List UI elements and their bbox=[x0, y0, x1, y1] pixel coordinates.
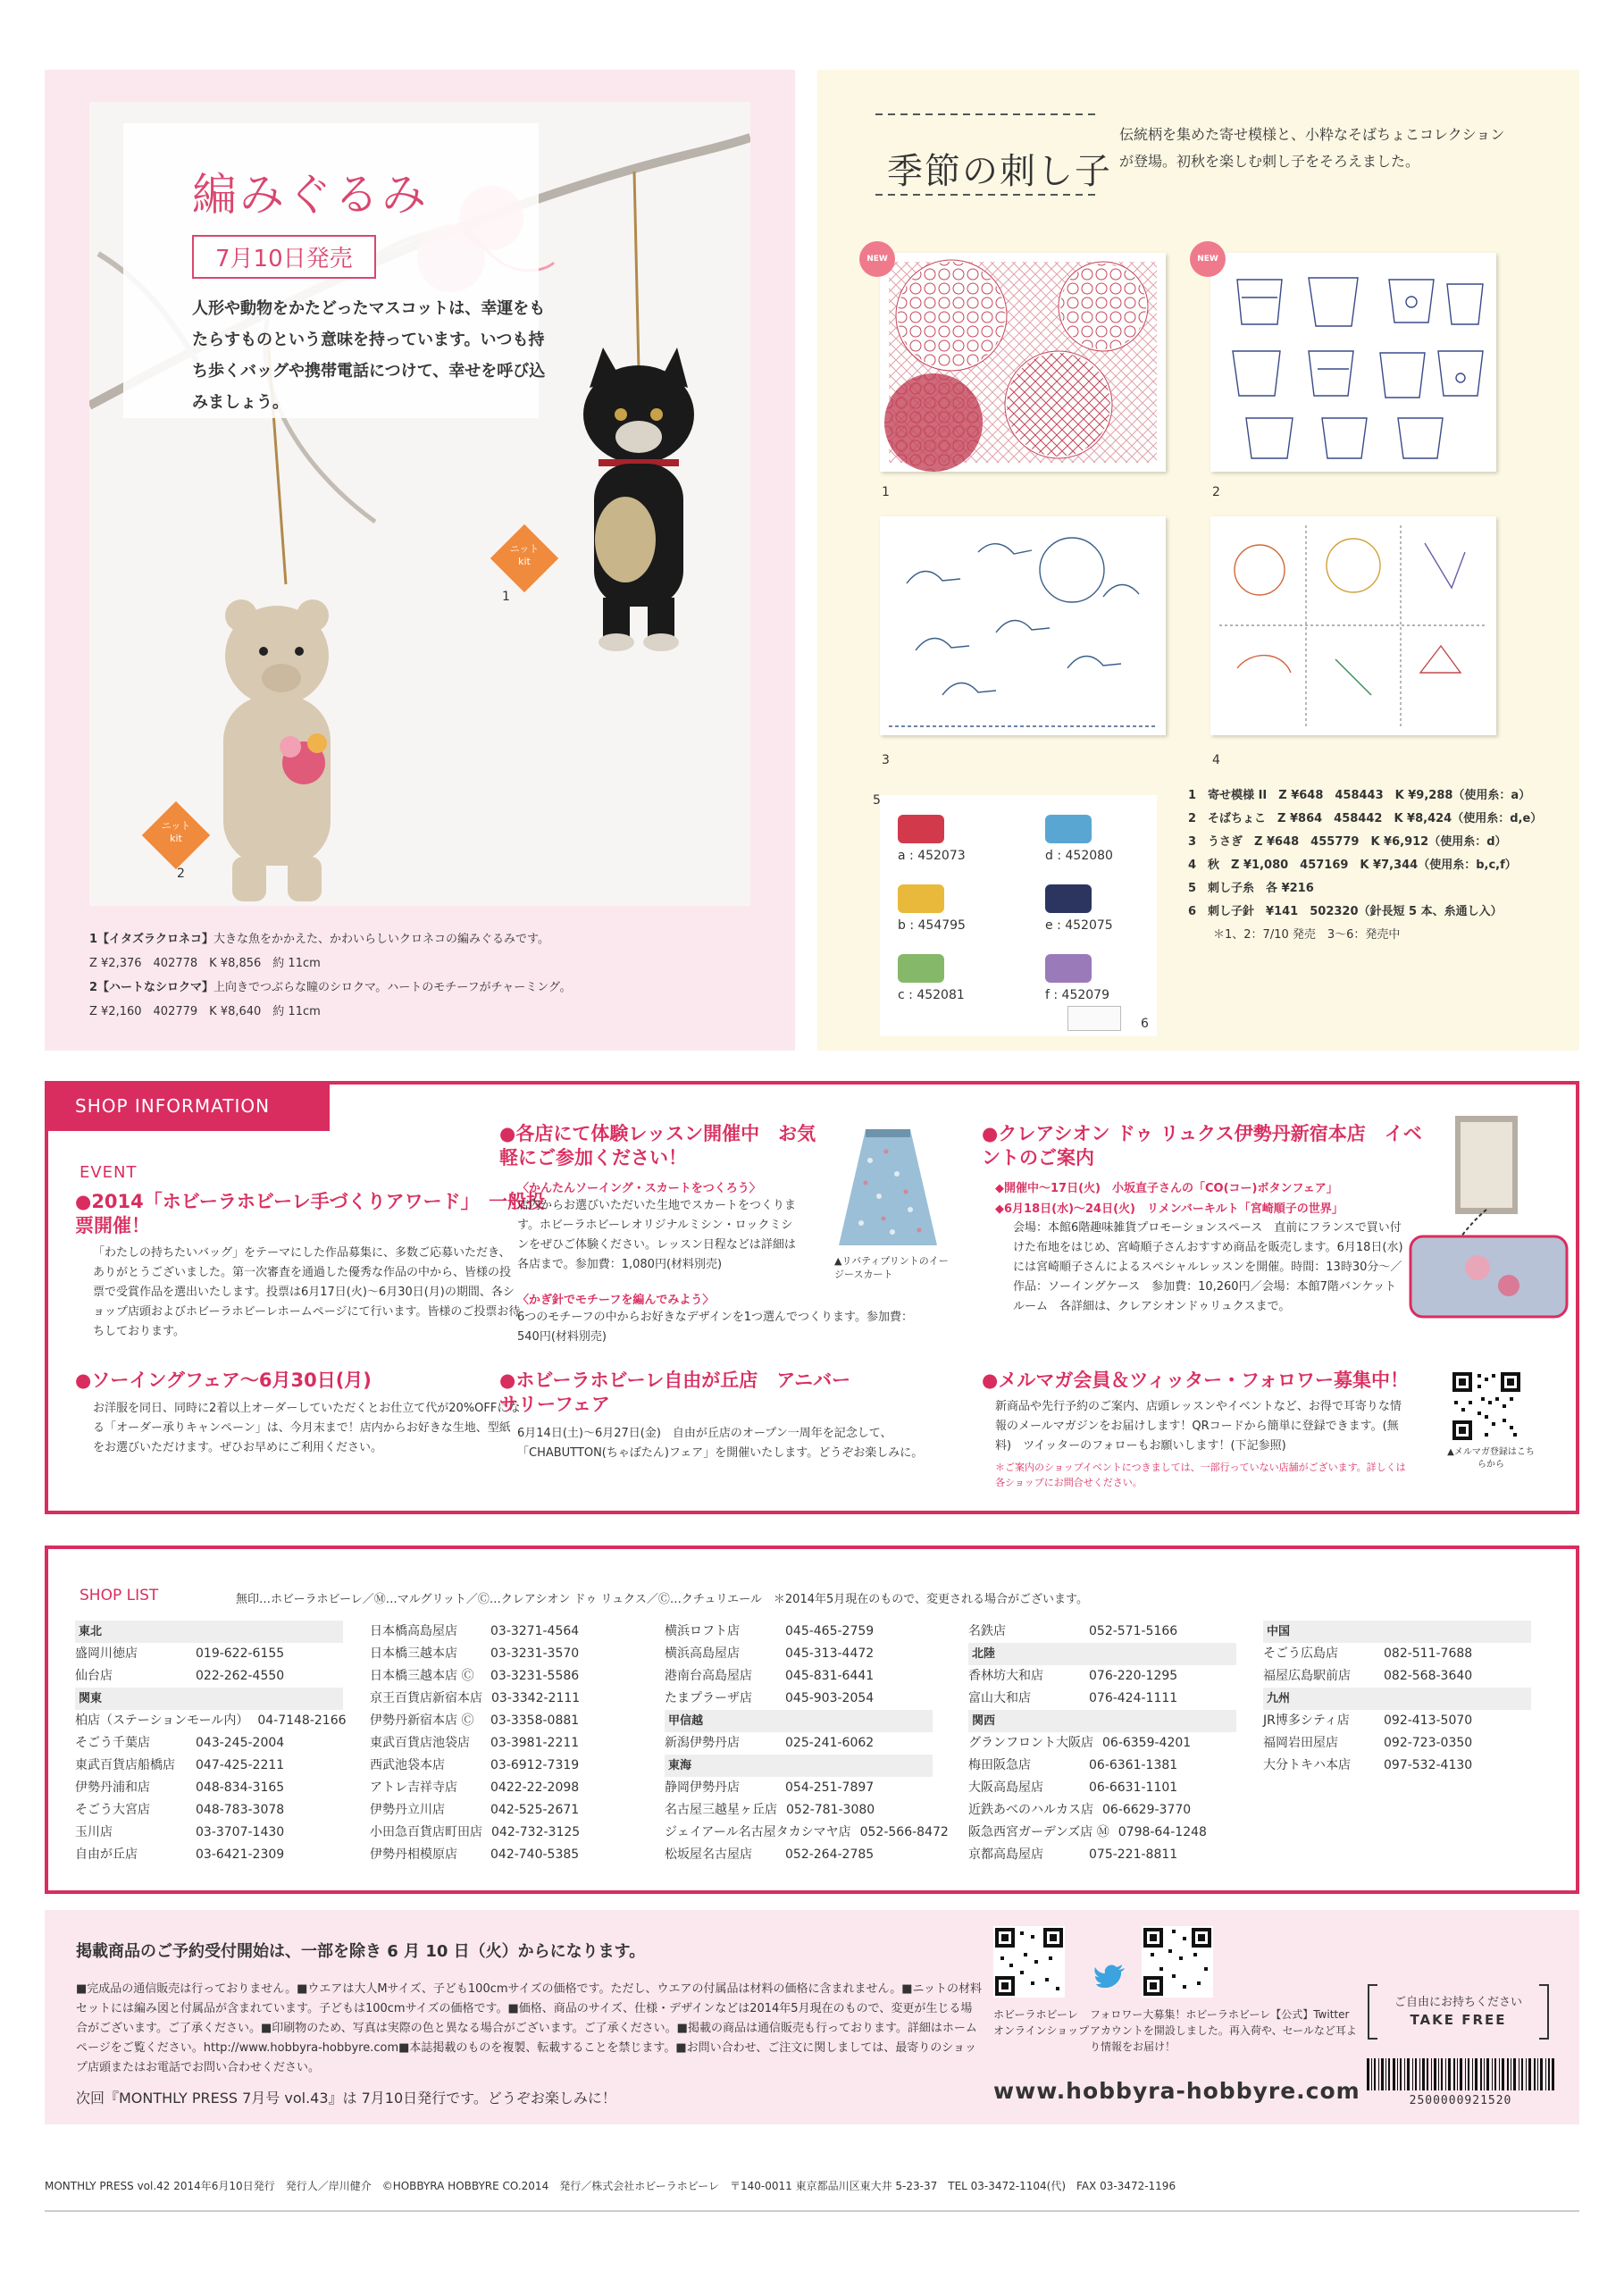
shop-name: 大分トキハ本店 bbox=[1263, 1758, 1351, 1772]
sashiko-fabric-4 bbox=[1210, 516, 1496, 735]
shop-row bbox=[968, 1822, 1236, 1844]
online-shop-qr-code[interactable] bbox=[993, 1926, 1065, 1998]
shop-information-tab: SHOP INFORMATION bbox=[48, 1085, 330, 1131]
liberty-skirt-image bbox=[834, 1125, 942, 1250]
shop-region-header: 東海 bbox=[665, 1755, 933, 1777]
thread-skeins bbox=[873, 793, 1157, 1036]
website-url[interactable]: www.hobbyra-hobbyre.com bbox=[993, 2078, 1360, 2104]
shop-phone: 022-262-4550 bbox=[196, 1669, 285, 1683]
shop-phone: 06-6629-3770 bbox=[1102, 1803, 1192, 1817]
footer-divider bbox=[45, 2210, 1579, 2212]
amigurumi-lead: 人形や動物をかたどったマスコットは、幸運をもたらすものという意味を持っています。いつも持ち歩くバッグや携帯電話につけて、幸せを呼び込みましょう。 bbox=[192, 299, 546, 412]
kit-badge-2-text bbox=[152, 820, 200, 845]
shop-name: ジェイアール名古屋タカシマヤ店 bbox=[665, 1825, 851, 1839]
shop-name: 福屋広島駅前店 bbox=[1263, 1669, 1351, 1683]
shop-row bbox=[968, 1665, 1236, 1688]
new-badge-1: NEW bbox=[859, 241, 895, 277]
shop-phone: 045-903-2054 bbox=[785, 1691, 875, 1705]
shop-phone: 03-6421-2309 bbox=[196, 1847, 285, 1862]
notice-panel bbox=[45, 1910, 1579, 2124]
mailmag-note: ＊ご案内のショップイベントにつきましては、一部行っていない店舗がございます。詳しくは各ショップにお問合せください。 bbox=[995, 1462, 1406, 1488]
lesson-subheading-crochet: 〈かぎ針でモチーフを編んでみよう〉 bbox=[517, 1294, 715, 1307]
shop-row bbox=[665, 1822, 949, 1844]
isetan-body: 会場：本館6階趣味雑貨プロモーションスペース 直前にフランスで買い付けた布地をはじめ、宮崎順子さんおすすめ商品を販売します。6月18日(水)には宮崎順子さんによるスペシャルレッスンを開催。時間：13時30分～／作品：ソーイングケース 参加費：10,260円／会場：本館7階バンケットルーム 各詳細は、クレアシオンドゥリュクスまで。 bbox=[1013, 1221, 1403, 1313]
shop-phone: 097-532-4130 bbox=[1384, 1758, 1473, 1772]
kit-badge-label: ニット bbox=[509, 543, 540, 555]
shop-name: アトレ吉祥寺店 bbox=[370, 1780, 457, 1795]
shop-name: 日本橋三越本店 Ⓒ bbox=[370, 1669, 474, 1683]
polar-bear-mascot bbox=[223, 599, 331, 901]
kit-badge-1-text bbox=[500, 543, 548, 568]
shop-row bbox=[370, 1710, 638, 1732]
kit-badge-label: ニット bbox=[161, 820, 191, 832]
shop-phone: 052-781-3080 bbox=[786, 1803, 875, 1817]
shop-row bbox=[665, 1643, 933, 1665]
shop-phone: 019-622-6155 bbox=[196, 1646, 285, 1661]
thread-skein-b bbox=[898, 884, 944, 913]
jiyugaoka-body: 6月14日(土)～6月27日(金) 自由が丘店のオープン一周年を記念して、「CHABUTTON(ちゃぼたん)フェア」を開催いたします。どうぞお楽しみに。 bbox=[517, 1427, 924, 1460]
shop-row bbox=[1263, 1665, 1531, 1688]
new-badge-2: NEW bbox=[1190, 241, 1226, 277]
mailmag-body: 新商品や先行予約のご案内、店頭レッスンやイベントなど、お得で耳寄りな情報のメールマガジンをお届けします！QRコードから簡単に登録できます。(無料) ツイッターのフォローもお願いします！(下記参照) bbox=[995, 1400, 1402, 1453]
shop-phone: 03-6912-7319 bbox=[490, 1758, 580, 1772]
shop-phone: 042-732-3125 bbox=[491, 1825, 581, 1839]
isetan-subheading-1: ◆開催中～17日(火) 小坂直子さんの「CO(コー)ボタンフェア」 bbox=[995, 1182, 1338, 1195]
shop-name: 仙台店 bbox=[75, 1669, 113, 1683]
shop-row bbox=[968, 1799, 1236, 1822]
shop-region-header: 甲信越 bbox=[665, 1710, 933, 1732]
shop-row bbox=[968, 1755, 1236, 1777]
shop-row bbox=[370, 1777, 638, 1799]
caption-1-title: 1【イタズラクロネコ】 bbox=[89, 933, 214, 946]
shop-phone: 092-413-5070 bbox=[1384, 1713, 1473, 1728]
barcode bbox=[1367, 2058, 1554, 2090]
shop-row bbox=[75, 1710, 347, 1732]
fabric-number-1: 1 bbox=[882, 485, 890, 499]
product-3: 3 うさぎ Z ¥648 455779 K ¥6,912（使用糸：d） bbox=[1188, 835, 1507, 849]
sashiko-fabric-2 bbox=[1210, 253, 1496, 472]
product-6: 6 刺し子針 ¥141 502320（針長短 5 本、糸通し入） bbox=[1188, 905, 1503, 918]
caption-2-desc: 上向きでつぶらな瞳のシロクマ。ハートのモチーフがチャーミング。 bbox=[213, 981, 572, 994]
shop-region-header: 北陸 bbox=[968, 1643, 1236, 1665]
take-free-caption: ご自由にお持ちください bbox=[1394, 1996, 1522, 2009]
shop-phone: 045-831-6441 bbox=[785, 1669, 875, 1683]
shop-name: 伊勢丹浦和店 bbox=[75, 1780, 150, 1795]
shop-phone: 052-566-8472 bbox=[859, 1825, 949, 1839]
shop-row bbox=[370, 1688, 638, 1710]
shop-phone: 03-3358-0881 bbox=[490, 1713, 580, 1728]
shop-name: 盛岡川徳店 bbox=[75, 1646, 138, 1661]
shop-row bbox=[665, 1621, 933, 1643]
product-1: 1 寄せ模様 II Z ¥648 458443 K ¥9,288（使用糸：a） bbox=[1188, 789, 1531, 802]
product-2: 2 そばちょこ Z ¥864 458442 K ¥8,424（使用糸：d,e） bbox=[1188, 812, 1543, 825]
photo-number-2: 2 bbox=[177, 867, 185, 881]
event-label: EVENT bbox=[80, 1163, 138, 1182]
thread-skein-d bbox=[1045, 815, 1092, 843]
shop-name: 松坂屋名古屋店 bbox=[665, 1847, 752, 1862]
shop-region-header: 関西 bbox=[968, 1710, 1236, 1732]
kit-badge-sublabel: kit bbox=[518, 556, 531, 567]
sashiko-panel bbox=[817, 70, 1579, 1051]
shop-region-header: 九州 bbox=[1263, 1688, 1531, 1710]
shop-name: 東武百貨店船橋店 bbox=[75, 1758, 175, 1772]
shop-row bbox=[370, 1643, 638, 1665]
shop-information bbox=[45, 1081, 1579, 1514]
shop-row bbox=[370, 1799, 638, 1822]
caption-2-price: Z ¥2,160 402779 K ¥8,640 約 11cm bbox=[89, 1005, 321, 1018]
sashiko-product-list bbox=[1188, 784, 1572, 947]
shop-name: 西武池袋本店 bbox=[370, 1758, 445, 1772]
shop-name: 近鉄あべのハルカス店 bbox=[968, 1803, 1093, 1817]
shop-region-header: 関東 bbox=[75, 1688, 343, 1710]
skein-label-a: a : 452073 bbox=[898, 849, 966, 863]
shop-name: 自由が丘店 bbox=[75, 1847, 138, 1862]
shop-name: 玉川店 bbox=[75, 1825, 113, 1839]
isetan-heading: ●クレアシオン ドゥ リュクス伊勢丹新宿本店 イベントのご案内 bbox=[982, 1123, 1422, 1169]
shop-row bbox=[370, 1621, 638, 1643]
shop-name: 港南台高島屋店 bbox=[665, 1669, 752, 1683]
next-issue-notice: 次回『MONTHLY PRESS 7月号 vol.43』は 7月10日発行です。どうぞお楽しみに！ bbox=[76, 2090, 616, 2107]
skein-label-c: c : 452081 bbox=[898, 988, 965, 1002]
shop-column-4 bbox=[968, 1621, 1236, 1866]
shop-name: 柏店（ステーションモール内） bbox=[75, 1713, 249, 1728]
lesson-subheading-skirt: 〈かんたんソーイング・スカートをつくろう〉 bbox=[517, 1182, 761, 1195]
shop-row bbox=[75, 1665, 343, 1688]
colophon: MONTHLY PRESS vol.42 2014年6月10日発行 発行人／岸川健介 ©HOBBYRA HOBBYRE CO.2014 発行／株式会社ホビーラホビーレ 〒140-0011 東京都品川区東大井 5-23-37 TEL 03-3472-1104(代) FAX 03-3472-1196 bbox=[45, 2180, 1176, 2192]
shop-row bbox=[665, 1844, 933, 1866]
skein-label-b: b : 454795 bbox=[898, 918, 966, 933]
shop-row bbox=[75, 1755, 343, 1777]
shop-list-title: SHOP LIST bbox=[80, 1587, 159, 1604]
shop-name: 京王百貨店新宿本店 bbox=[370, 1691, 482, 1705]
shop-name: 横浜ロフト店 bbox=[665, 1624, 740, 1638]
thread-skein-f bbox=[1045, 954, 1092, 983]
lesson-heading: ●各店にて体験レッスン開催中 お気軽にご参加ください！ bbox=[499, 1123, 816, 1169]
award-body: 「わたしの持ちたいバッグ」をテーマにした作品募集に、多数ご応募いただき、ありがとうございました。第一次審査を通過した優秀な作品の中から、皆様の投票で受賞作品を選出いたします。投票は6月17日(火)～6月30日(月)の期間、各ショップ店頭およびホビーラホビーレホームページにて行います。皆様のご投票お待ちしております。 bbox=[93, 1246, 521, 1338]
shop-name: 日本橋高島屋店 bbox=[370, 1624, 457, 1638]
shop-name: グランフロント大阪店 bbox=[968, 1736, 1093, 1750]
shop-name: 新潟伊勢丹店 bbox=[665, 1736, 740, 1750]
shop-phone: 076-220-1295 bbox=[1089, 1669, 1178, 1683]
shop-name: JR博多シティ店 bbox=[1263, 1713, 1350, 1728]
shop-column-1 bbox=[75, 1621, 347, 1866]
shop-list bbox=[45, 1546, 1579, 1894]
notice-body: ■完成品の通信販売は行っておりません。■ウエアは大人Mサイズ、子ども100cmサイズの価格です。ただし、ウエアの付属品は材料の価格に含まれません。■ニットの材料セットには編み図と付属品が含まれています。子どもは100cmサイズの価格です。■価格、商品のサイズ、仕様・デザインなどは2014年5月現在のもので、変更が生じる場合がございます。ご了承ください。■印刷物のため、写真は実際の色と異なる場合がございます。ご了承ください。■掲載の商品は通信販売も行っております。詳細はホームページをご覧ください。http://www.hobbyra-hobbyre.com■本誌掲載のものを複製、転載することを禁じます。■お問い合わせ、ご注文に関しましては、最寄りのショップ店頭またはお電話でお問い合わせください。 bbox=[76, 1982, 982, 2074]
shop-row bbox=[1263, 1710, 1531, 1732]
lesson-body-skirt: 店内からお選びいただいた生地でスカートをつくります。ホビーラホビーレオリジナルミシン・ロックミシンをぜひご体験ください。レッスン日程などは詳細は各店まで。参加費：1,080円(材料別売) bbox=[517, 1199, 797, 1271]
twitter-bird-icon[interactable] bbox=[1094, 1964, 1126, 1990]
shop-phone: 082-511-7688 bbox=[1384, 1646, 1473, 1661]
black-cat-mascot bbox=[583, 348, 694, 651]
shop-phone: 045-313-4472 bbox=[785, 1646, 875, 1661]
shop-phone: 03-3707-1430 bbox=[196, 1825, 285, 1839]
shop-name: 日本橋三越本店 bbox=[370, 1646, 457, 1661]
sewing-case-image bbox=[1402, 1111, 1571, 1335]
shop-phone: 03-3342-2111 bbox=[491, 1691, 581, 1705]
shop-name: 名古屋三越星ヶ丘店 bbox=[665, 1803, 777, 1817]
take-free-label: TAKE FREE bbox=[1410, 2012, 1507, 2028]
skirt-caption: ▲リバティプリントのイージースカート bbox=[834, 1255, 949, 1280]
product-4: 4 秋 Z ¥1,080 457169 K ¥7,344（使用糸：b,c,f） bbox=[1188, 859, 1517, 872]
caption-1-desc: 大きな魚をかかえた、かわいらしいクロネコの編みぐるみです。 bbox=[213, 933, 550, 946]
shop-row bbox=[370, 1665, 638, 1688]
shop-row bbox=[1263, 1732, 1531, 1755]
shop-row bbox=[665, 1688, 933, 1710]
shop-phone: 052-571-5166 bbox=[1089, 1624, 1178, 1638]
shop-name: 京都高島屋店 bbox=[968, 1847, 1043, 1862]
amigurumi-captions bbox=[89, 927, 750, 1024]
shop-name: たまプラーザ店 bbox=[665, 1691, 752, 1705]
shop-row bbox=[968, 1732, 1236, 1755]
shop-phone: 06-6631-1101 bbox=[1089, 1780, 1178, 1795]
shop-row bbox=[370, 1755, 638, 1777]
shop-region-header: 東北 bbox=[75, 1621, 343, 1643]
shop-phone: 048-834-3165 bbox=[196, 1780, 285, 1795]
fabric-number-2: 2 bbox=[1212, 485, 1220, 499]
shop-column-5 bbox=[1263, 1621, 1531, 1777]
shop-phone: 054-251-7897 bbox=[785, 1780, 875, 1795]
shop-name: そごう大宮店 bbox=[75, 1803, 150, 1817]
shop-phone: 0422-22-2098 bbox=[490, 1780, 580, 1795]
lesson-body-crochet: 6つのモチーフの中からお好きなデザインを1つ選んでつくります。参加費：540円(材料別売) bbox=[517, 1311, 913, 1344]
shop-phone: 052-264-2785 bbox=[785, 1847, 875, 1862]
kit-badge-sublabel: kit bbox=[170, 833, 182, 844]
shop-row bbox=[665, 1799, 933, 1822]
skein-number: 5 bbox=[873, 793, 881, 808]
shop-row bbox=[75, 1643, 343, 1665]
shop-row bbox=[75, 1777, 343, 1799]
shop-row bbox=[665, 1732, 933, 1755]
shop-name: 大阪高島屋店 bbox=[968, 1780, 1043, 1795]
sewing-fair-body: お洋服を同日、同時に2着以上オーダーしていただくとお仕立て代が20%OFFになる「オーダー承りキャンペーン」は、今月末まで！店内からお好きな生地、型紙をお選びいただけます。ぜひお早めにご利用ください。 bbox=[93, 1402, 521, 1454]
shop-phone: 06-6361-1381 bbox=[1089, 1758, 1178, 1772]
shop-phone: 047-425-2211 bbox=[196, 1758, 285, 1772]
shop-name: そごう千葉店 bbox=[75, 1736, 150, 1750]
caption-1-price: Z ¥2,376 402778 K ¥8,856 約 11cm bbox=[89, 957, 321, 970]
sashiko-title: 季節の刺し子 bbox=[887, 151, 1112, 192]
shop-phone: 045-465-2759 bbox=[785, 1624, 875, 1638]
isetan-subheading-2: ◆6月18日(水)～24日(火) リメンバーキルト「宮崎順子の世界」 bbox=[995, 1202, 1344, 1216]
skein-label-d: d : 452080 bbox=[1045, 849, 1113, 863]
shop-name: 東武百貨店池袋店 bbox=[370, 1736, 470, 1750]
shop-name: 伊勢丹立川店 bbox=[370, 1803, 445, 1817]
shop-name: 名鉄店 bbox=[968, 1624, 1006, 1638]
mailmag-heading: ●メルマガ会員＆ツィッター・フォロワー募集中！ bbox=[982, 1370, 1410, 1391]
shop-column-3 bbox=[665, 1621, 949, 1866]
needle-number: 6 bbox=[1141, 1017, 1149, 1031]
jiyugaoka-heading: ●ホビーラホビーレ自由が丘店 アニバーサリーフェア bbox=[499, 1370, 851, 1415]
shop-row bbox=[370, 1844, 638, 1866]
amigurumi-panel bbox=[45, 70, 795, 1051]
caption-2-title: 2【ハートなシロクマ】 bbox=[89, 981, 214, 994]
shop-phone: 03-3231-5586 bbox=[490, 1669, 580, 1683]
online-shop-label: ホビーラホビーレ オンラインショップ bbox=[993, 2008, 1090, 2037]
shop-phone: 03-3271-4564 bbox=[490, 1624, 580, 1638]
shop-row bbox=[1263, 1643, 1531, 1665]
shop-row bbox=[665, 1777, 933, 1799]
shop-phone: 0798-64-1248 bbox=[1118, 1825, 1207, 1839]
shop-row bbox=[1263, 1755, 1531, 1777]
take-free-box bbox=[1367, 1983, 1550, 2040]
amigurumi-title: 編みぐるみ bbox=[192, 169, 429, 221]
shop-row bbox=[370, 1822, 638, 1844]
shop-row bbox=[75, 1799, 343, 1822]
sashiko-fabric-1 bbox=[880, 253, 1166, 472]
shop-name: 富山大和店 bbox=[968, 1691, 1031, 1705]
twitter-qr-code[interactable] bbox=[1142, 1926, 1213, 1998]
shop-column-2 bbox=[370, 1621, 638, 1866]
release-date-badge: 7月10日発売 bbox=[192, 235, 376, 279]
award-heading: ●2014「ホビーラホビーレ手づくりアワード」 一般投票開催！ bbox=[75, 1191, 546, 1236]
fabric-number-3: 3 bbox=[882, 753, 890, 767]
shop-phone: 076-424-1111 bbox=[1089, 1691, 1178, 1705]
shop-row bbox=[75, 1732, 343, 1755]
shop-phone: 025-241-6062 bbox=[785, 1736, 875, 1750]
barcode-number: 2500000921520 bbox=[1409, 2094, 1512, 2107]
sewing-fair-heading: ●ソーイングフェア～6月30日(月) bbox=[75, 1370, 372, 1391]
shop-name: そごう広島店 bbox=[1263, 1646, 1338, 1661]
shop-phone: 042-740-5385 bbox=[490, 1847, 580, 1862]
shop-name: 小田急百貨店町田店 bbox=[370, 1825, 482, 1839]
shop-region-header: 中国 bbox=[1263, 1621, 1531, 1643]
needle-card bbox=[1067, 1006, 1121, 1031]
shop-name: 梅田阪急店 bbox=[968, 1758, 1031, 1772]
shop-phone: 03-3231-3570 bbox=[490, 1646, 580, 1661]
shop-name: 横浜高島屋店 bbox=[665, 1646, 740, 1661]
shop-name: 阪急西宮ガーデンズ店 Ⓜ bbox=[968, 1825, 1109, 1839]
shop-phone: 042-525-2671 bbox=[490, 1803, 580, 1817]
thread-skein-e bbox=[1045, 884, 1092, 913]
shop-row bbox=[968, 1688, 1236, 1710]
photo-number-1: 1 bbox=[502, 590, 510, 604]
thread-skein-a bbox=[898, 815, 944, 843]
shop-phone: 043-245-2004 bbox=[196, 1736, 285, 1750]
shop-row bbox=[968, 1844, 1236, 1866]
shop-list-legend: 無印…ホビーラホビーレ／Ⓜ…マルグリット／Ⓒ…クレアシオン ドゥ リュクス／Ⓒ…クチュリエール ＊2014年5月現在のもので、変更される場合がございます。 bbox=[236, 1593, 1088, 1606]
shop-name: 香林坊大和店 bbox=[968, 1669, 1043, 1683]
shop-row bbox=[968, 1777, 1236, 1799]
shop-row bbox=[665, 1665, 933, 1688]
shop-row bbox=[75, 1822, 343, 1844]
product-5: 5 刺し子糸 各 ¥216 bbox=[1188, 882, 1314, 895]
fabric-number-4: 4 bbox=[1212, 753, 1220, 767]
skein-label-f: f : 452079 bbox=[1045, 988, 1109, 1002]
shop-phone: 092-723-0350 bbox=[1384, 1736, 1473, 1750]
twitter-label: フォロワー大募集！ホビーラホビーレ【公式】Twitterアカウントを開設しました。再入荷や、セールなど耳より情報をお届け！ bbox=[1090, 2008, 1357, 2053]
reservation-notice: 掲載商品のご予約受付開始は、一部を除き 6 月 10 日（火）からになります。 bbox=[76, 1942, 646, 1961]
shop-phone: 082-568-3640 bbox=[1384, 1669, 1473, 1683]
mailmag-qr-code[interactable] bbox=[1451, 1370, 1522, 1442]
shop-name: 伊勢丹相模原店 bbox=[370, 1847, 457, 1862]
shop-name: 静岡伊勢丹店 bbox=[665, 1780, 740, 1795]
shop-phone: 04-7148-2166 bbox=[257, 1713, 347, 1728]
shop-phone: 06-6359-4201 bbox=[1102, 1736, 1192, 1750]
product-note: ＊1、2：7/10 発売 3～6：発売中 bbox=[1213, 928, 1401, 942]
shop-phone: 048-783-3078 bbox=[196, 1803, 285, 1817]
qr-caption: ▲メルマガ登録はこちらから bbox=[1447, 1447, 1535, 1470]
shop-row bbox=[968, 1621, 1236, 1643]
shop-name: 福岡岩田屋店 bbox=[1263, 1736, 1338, 1750]
shop-phone: 03-3981-2211 bbox=[490, 1736, 580, 1750]
shop-name: 伊勢丹新宿本店 Ⓒ bbox=[370, 1713, 474, 1728]
skein-label-e: e : 452075 bbox=[1045, 918, 1113, 933]
shop-row bbox=[75, 1844, 343, 1866]
thread-skein-c bbox=[898, 954, 944, 983]
shop-row bbox=[370, 1732, 638, 1755]
sashiko-lead: 伝統柄を集めた寄せ模様と、小粋なそばちょこコレクションが登場。初秋を楽しむ刺し子をそろえました。 bbox=[1119, 126, 1505, 170]
sashiko-fabric-3 bbox=[880, 516, 1166, 735]
shop-phone: 075-221-8811 bbox=[1089, 1847, 1178, 1862]
